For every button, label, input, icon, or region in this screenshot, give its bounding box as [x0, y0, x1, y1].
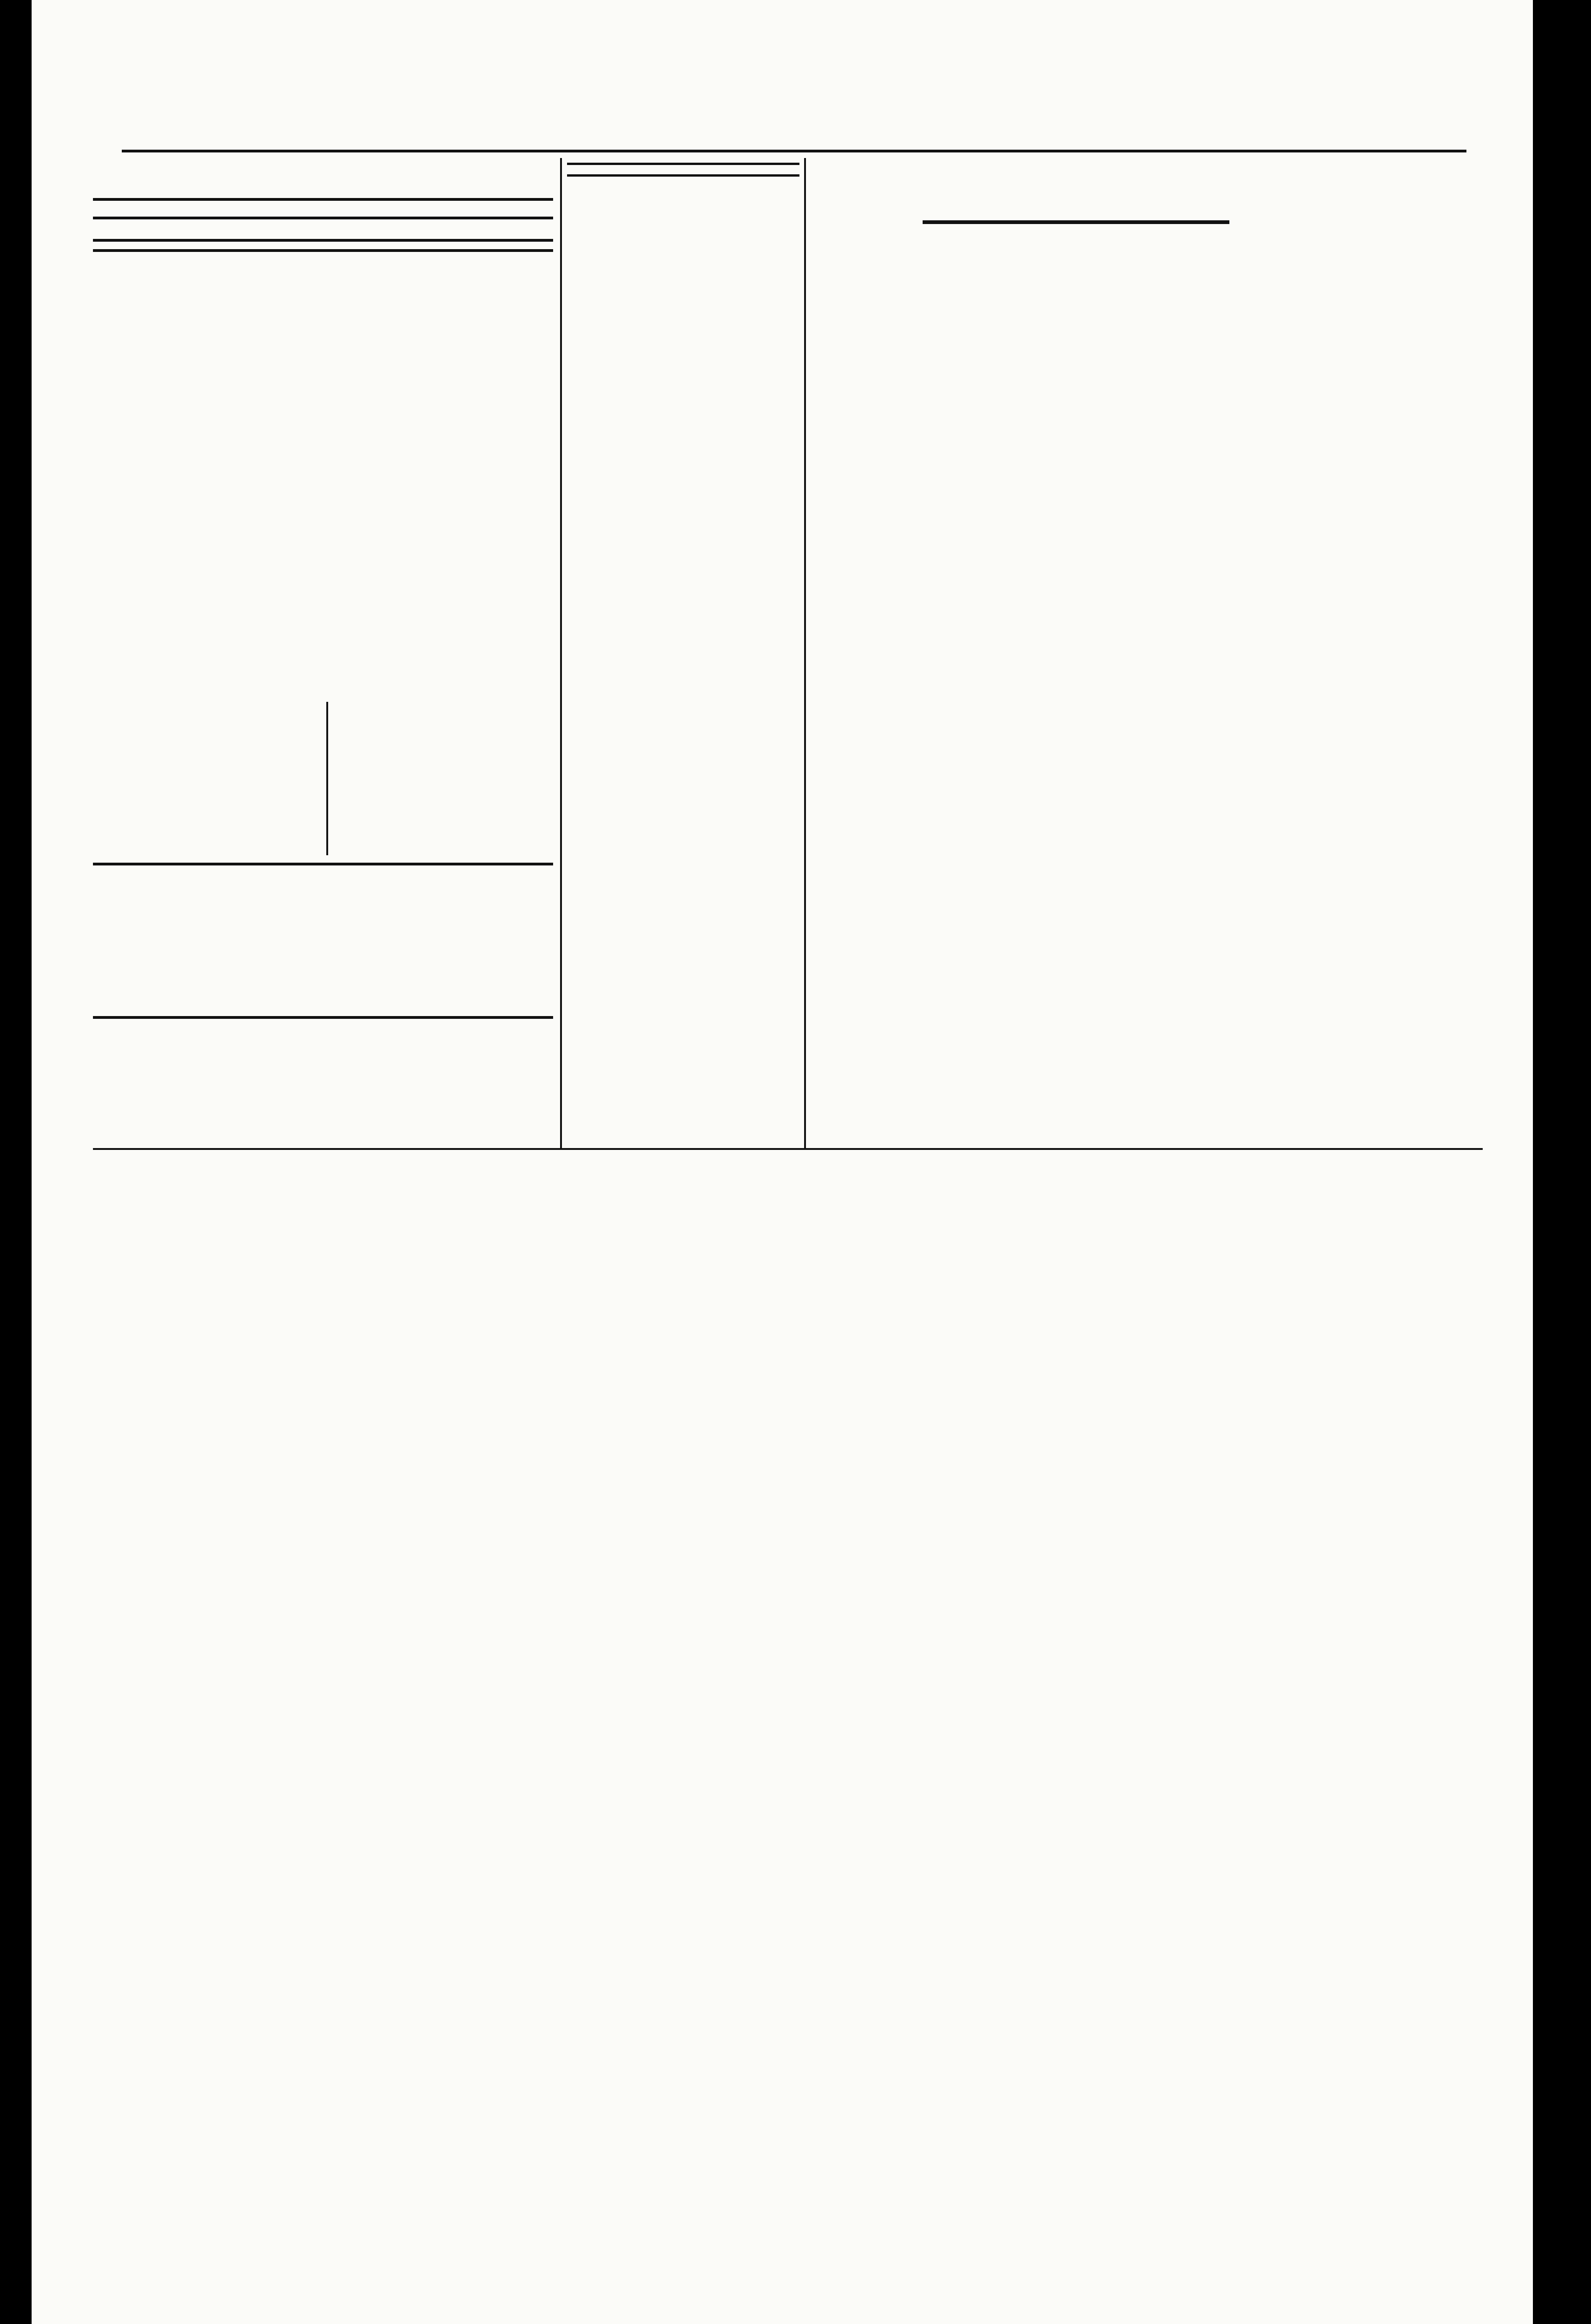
theatre-time-row [93, 166, 553, 192]
header-rule [122, 150, 1466, 152]
page-bottom-rule [93, 1148, 1483, 1150]
ads-rule [93, 863, 553, 865]
col2-rule-2 [567, 174, 799, 177]
column-2 [567, 158, 799, 181]
notice-content [876, 218, 1415, 252]
notice-title-underline [923, 220, 1229, 224]
raspl-rule [93, 1016, 553, 1019]
raspl-offer-row [93, 895, 553, 923]
col2-rule-1 [567, 163, 799, 165]
theatre-rule [93, 198, 553, 201]
raspl-item-0 [93, 923, 553, 953]
notice-box [811, 177, 1480, 1139]
ads-divider [326, 702, 328, 855]
maly-rule-bottom [93, 249, 553, 252]
raspl-item-2 [93, 983, 553, 1012]
column-divider-1 [560, 158, 562, 1148]
maly-rule-top [93, 239, 553, 242]
raspl-item-1 [93, 953, 553, 983]
elektr-rule [93, 217, 553, 219]
column-divider-2 [804, 158, 806, 1148]
raspl-ad [93, 892, 553, 1023]
column-1 [93, 163, 553, 261]
